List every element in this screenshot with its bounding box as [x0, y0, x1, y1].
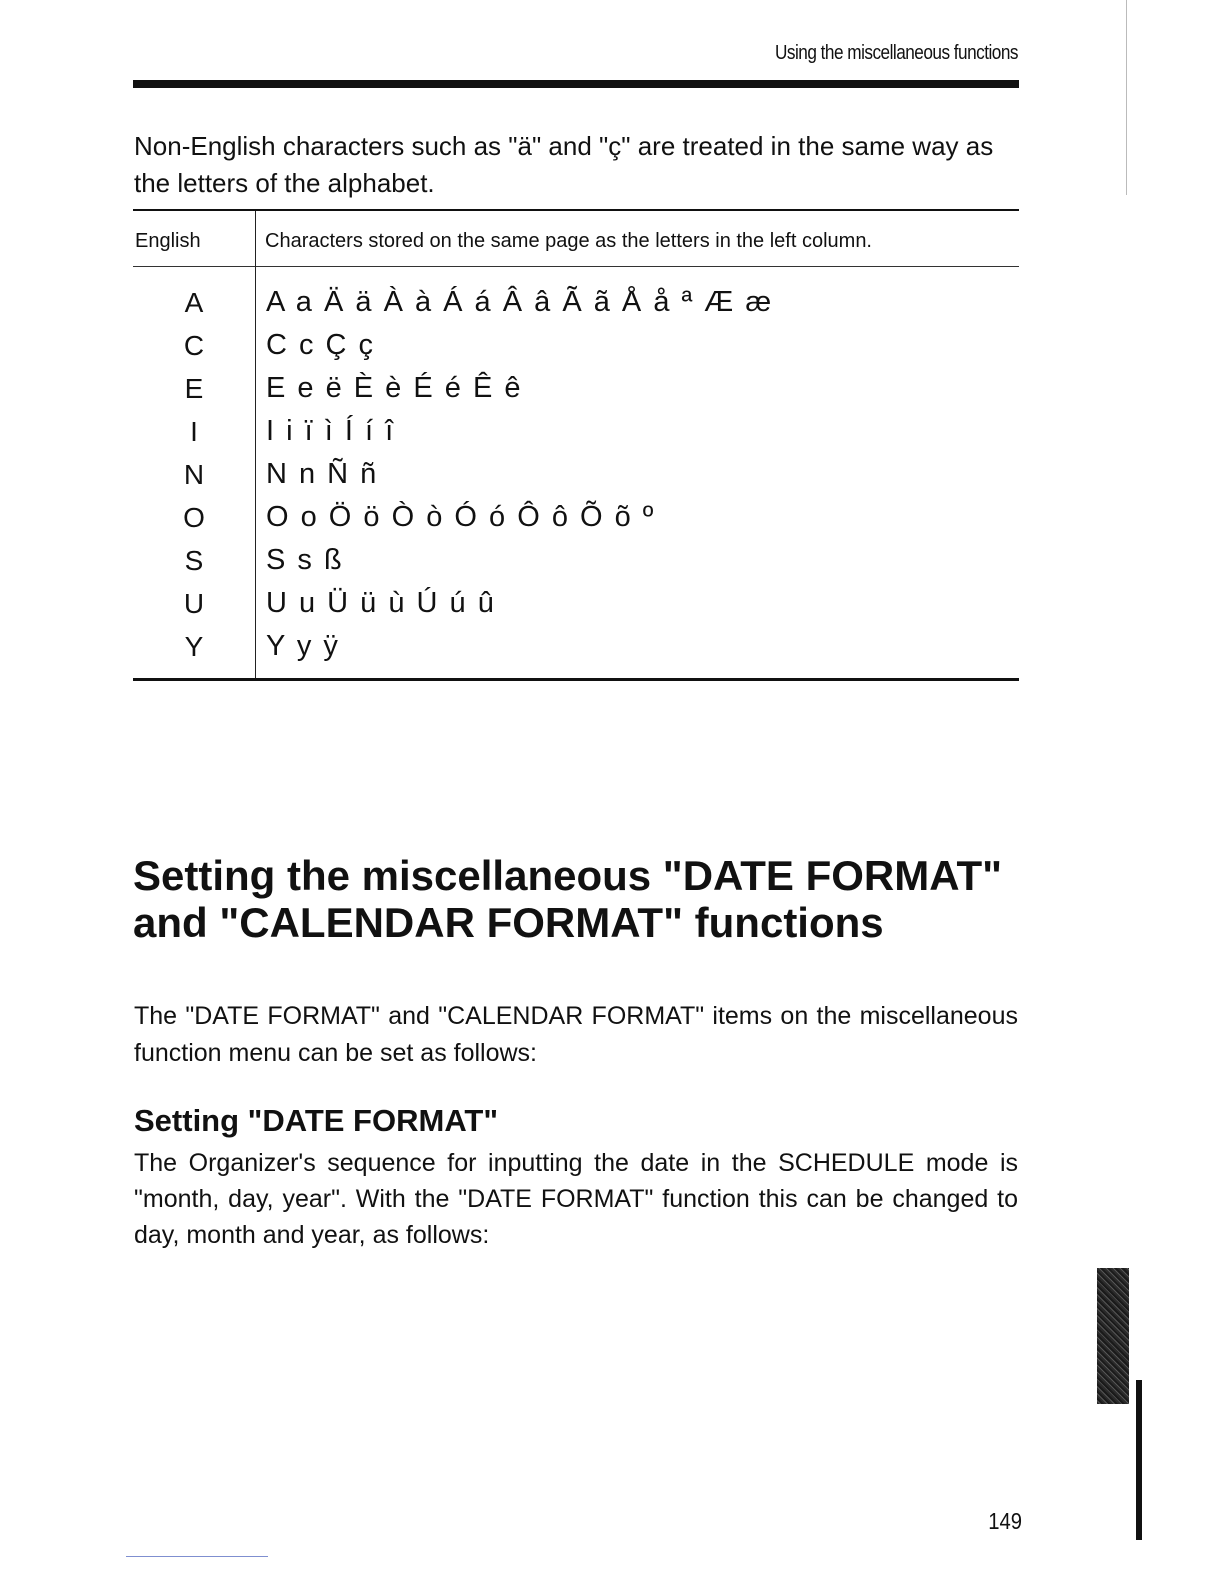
row-letter: S	[184, 545, 204, 576]
table-header-english: English	[135, 230, 201, 252]
table-row	[133, 410, 1019, 453]
section-body: The "DATE FORMAT" and "CALENDAR FORMAT" items on the miscellaneous function menu can be set as follows:	[134, 1002, 1018, 1067]
row-characters: C c Ç ç	[266, 329, 376, 361]
footer-rule	[126, 1556, 268, 1557]
table-row	[133, 281, 1019, 324]
table-row	[133, 625, 1019, 668]
subsection-heading: Setting "DATE FORMAT"	[134, 1103, 499, 1138]
table-row	[133, 453, 1019, 496]
row-letter: E	[184, 373, 204, 404]
row-characters: S s ß	[266, 544, 344, 576]
table-row	[133, 367, 1019, 410]
row-characters: A a Ä ä À à Á á Â â Ã ã Å å ª Æ æ	[266, 286, 774, 318]
page-number: 149	[988, 1508, 1022, 1534]
row-letter: I	[190, 416, 198, 447]
row-letter: U	[183, 588, 205, 619]
row-characters: N n Ñ ñ	[266, 458, 379, 490]
subsection-body: The Organizer's sequence for inputting the date in the SCHEDULE mode is "month, day, year". With the "DATE FORMAT" function this can be changed to day, month and year, as follows:	[134, 1149, 1018, 1249]
table-row	[133, 582, 1019, 625]
section-heading: Setting the miscellaneous "DATE FORMAT" and "CALENDAR FORMAT" functions	[133, 852, 1003, 946]
row-characters: Y y ÿ	[266, 630, 340, 662]
row-letter: O	[183, 502, 205, 533]
row-characters: O o Ö ö Ò ò Ó ó Ô ô Õ õ º	[266, 501, 656, 533]
row-characters: U u Ü ü ù Ú ú û	[266, 587, 496, 619]
chapter-edge-tab	[1097, 1268, 1129, 1404]
table-header-rule	[133, 266, 1019, 267]
margin-line	[1126, 0, 1127, 195]
edge-mark	[1136, 1380, 1142, 1540]
row-letter: N	[183, 459, 205, 490]
intro-paragraph: Non-English characters such as "ä" and "ç" are treated in the same way as the letters of the alphabet.	[134, 131, 994, 198]
table-row	[133, 496, 1019, 539]
header-rule	[133, 80, 1019, 88]
table-top-rule	[133, 209, 1019, 211]
row-characters: E e ë È è É é Ê ê	[266, 372, 523, 404]
table-header-characters: Characters stored on the same page as the letters in the left column.	[265, 230, 872, 252]
table-bottom-rule	[133, 678, 1019, 681]
running-header: Using the miscellaneous functions	[774, 42, 1018, 64]
row-characters: I i ï ì Í í î	[266, 415, 396, 447]
row-letter: Y	[184, 631, 204, 662]
table-row	[133, 539, 1019, 582]
row-letter: A	[184, 287, 204, 318]
table-row	[133, 324, 1019, 367]
row-letter: C	[183, 330, 205, 361]
